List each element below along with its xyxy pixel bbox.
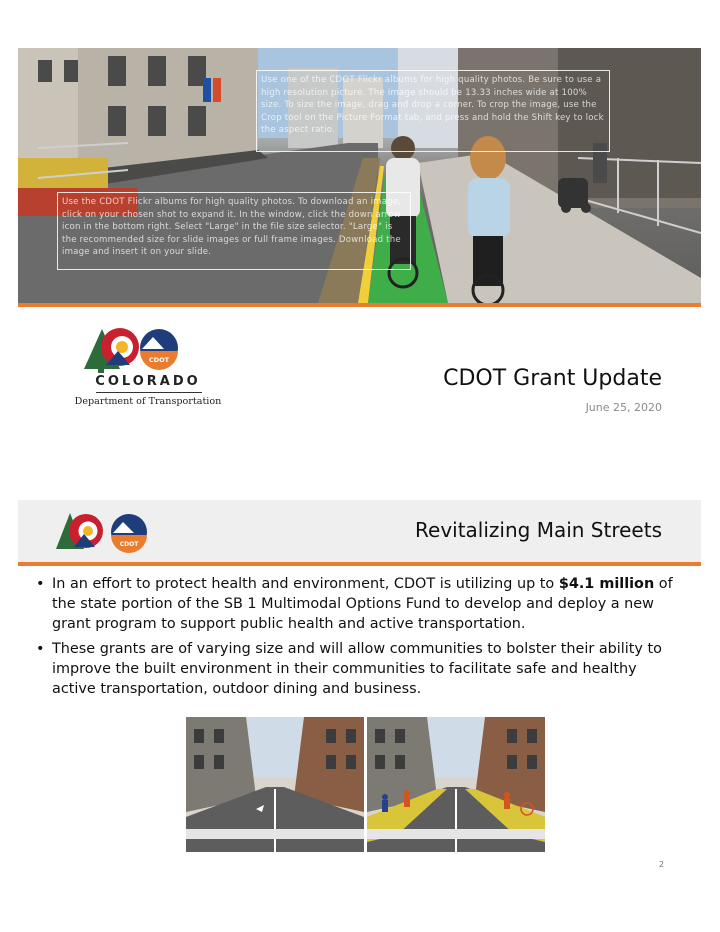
street-before-image	[186, 717, 364, 852]
street-after-image	[367, 717, 545, 852]
cdot-badge-text-small: CDOT	[119, 541, 139, 548]
slide1-title: CDOT Grant Update	[443, 366, 662, 391]
funding-amount: $4.1 million	[558, 576, 655, 592]
hero-accent-band	[18, 303, 701, 307]
slide2-accent-band	[18, 562, 701, 566]
page-number: 2	[658, 860, 664, 869]
hero-instruction-note-bottom: Use the CDOT Flickr albums for high quality photos. To download an image, click on your chosen shot to expand it. In the window, click the down arrow icon in the bottom right. Select "Large" in the file size selector. "Large" is the recommended size for slide images or full frame images. Download the image and insert it on your slide.	[57, 192, 411, 270]
bullet-item: • These grants are of varying size and will allow communities to bolster their ability to improve the built environment in their communities to facilitate safe and healthy active transportation, outdoor dining and business.	[26, 639, 674, 699]
colorado-wordmark: COLORADO	[95, 374, 201, 389]
slide1-date: June 25, 2020	[585, 401, 662, 414]
bullet-list	[26, 574, 674, 704]
department-name: Department of Transportation	[74, 396, 222, 407]
logo-divider	[96, 392, 202, 393]
hero-instruction-note-top: Use one of the CDOT Flickr albums for high quality photos. Be sure to use a high resolution picture. The image should be 13.33 inches wide at 100% size. To size the image, drag and drop a corner. To crop the image, use the Crop tool on the Picture Format tab, and press and hold the Shift key to lock the aspect ratio.	[256, 70, 610, 152]
colorado-dot-logo-small	[52, 509, 152, 555]
bullet1-text-continued: of the state portion of the SB 1 Multimodal Options Fund to develop and deploy a new grant program to support public health and active transportation.	[52, 576, 673, 632]
cdot-badge-text: CDOT	[148, 356, 170, 364]
bullet1-text: In an effort to protect health and environment, CDOT is utilizing up to	[52, 576, 559, 592]
bullet-item	[26, 574, 674, 634]
slide2-title: Revitalizing Main Streets	[415, 518, 662, 542]
